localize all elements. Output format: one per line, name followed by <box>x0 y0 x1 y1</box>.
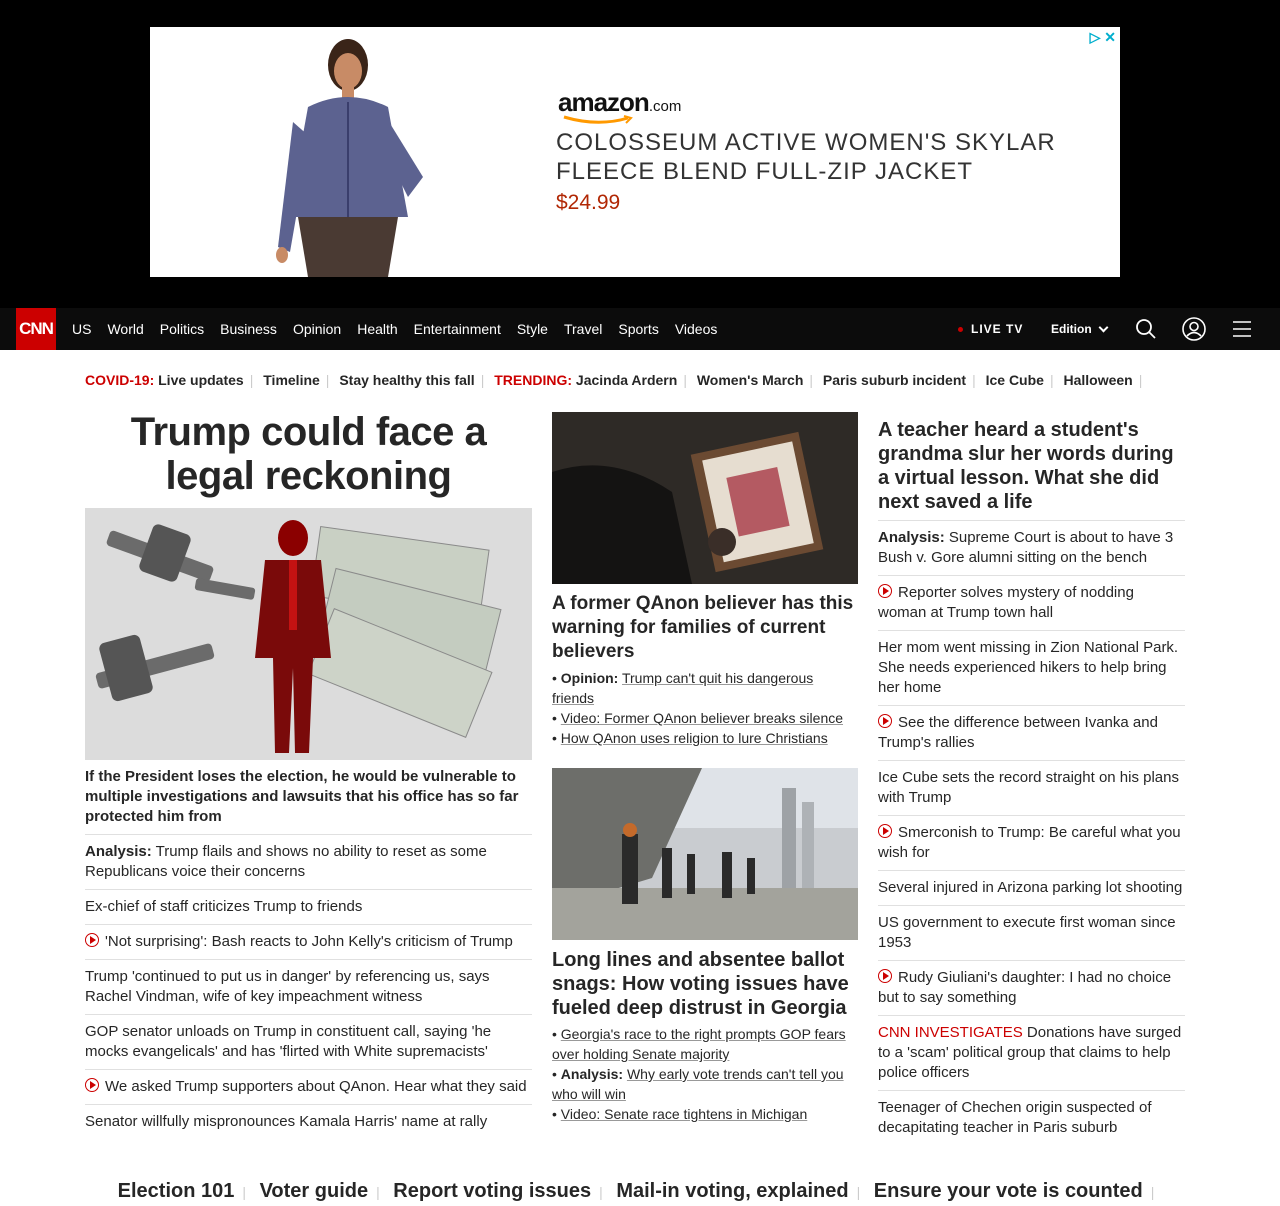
analysis-label: Analysis: <box>878 529 945 546</box>
trending-link[interactable]: Women's March <box>696 372 804 388</box>
cnn-investigates-tag: CNN INVESTIGATES <box>878 1024 1023 1041</box>
election-link[interactable]: Ensure your vote is counted <box>873 1180 1143 1202</box>
analysis-label: Analysis: <box>85 843 152 860</box>
trending-link[interactable]: Halloween <box>1063 372 1133 388</box>
list-item: • Analysis: Why early vote trends can't tell you who will win <box>552 1066 844 1102</box>
nav-items <box>72 308 733 350</box>
nav-item-health[interactable]: Health <box>357 321 398 337</box>
lead-headline[interactable]: Trump could face a legal reckoning <box>130 410 487 498</box>
georgia-photo <box>552 768 858 940</box>
trending-bar: COVID-19: Live updates | Timeline | Stay healthy this fall | TRENDING: Jacinda Ardern | Women's March | Paris suburb incident | Ice Cube | Halloween | <box>85 372 1143 388</box>
ad-product-title[interactable]: COLOSSEUM ACTIVE WOMEN'S SKYLAR FLEECE BLEND FULL-ZIP JACKET <box>556 129 1056 185</box>
edition-dropdown[interactable]: Edition <box>1051 322 1107 336</box>
trending-label: TRENDING: <box>494 372 573 388</box>
covid-link[interactable]: Live updates <box>158 372 244 388</box>
nav-item-entertainment[interactable]: Entertainment <box>413 321 501 337</box>
georgia-story-image[interactable] <box>552 768 858 940</box>
user-account-icon[interactable] <box>1182 317 1206 341</box>
live-tv-link[interactable]: LIVE TV <box>958 322 1023 336</box>
trending-link[interactable]: Jacinda Ardern <box>575 372 678 388</box>
georgia-related-links <box>552 1024 858 1124</box>
related-link[interactable]: Trump can't quit his dangerous friends <box>552 670 814 706</box>
list-item: • Opinion: Trump can't quit his dangerous friends <box>552 670 814 706</box>
list-item[interactable]: 'Not surprising': Bash reacts to John Kelly's criticism of Trump <box>85 925 532 960</box>
nav-item-videos[interactable]: Videos <box>674 321 718 337</box>
ad-banner-area <box>0 0 1280 308</box>
election-links-bar: Election 101 | Voter guide | Report voting issues | Mail-in voting, explained | Ensure your vote is counted | <box>117 1180 1155 1202</box>
election-link[interactable]: Voter guide <box>259 1180 369 1202</box>
related-link[interactable]: Georgia's race to the right prompts GOP fears over holding Senate majority <box>552 1026 846 1062</box>
covid-link[interactable]: Timeline <box>263 372 320 388</box>
list-item[interactable]: Ice Cube sets the record straight on his plans with Trump <box>878 761 1185 816</box>
play-video-icon <box>878 824 892 838</box>
nav-item-world[interactable]: World <box>107 321 144 337</box>
list-item[interactable]: CNN INVESTIGATES Donations have surged to a 'scam' political group that claims to help police officers <box>878 1016 1185 1091</box>
lead-image[interactable] <box>85 508 532 760</box>
play-video-icon <box>878 584 892 598</box>
live-dot-icon <box>958 327 963 332</box>
lead-illustration <box>85 508 532 760</box>
covid-label: COVID-19: <box>85 372 155 388</box>
qanon-story-image[interactable] <box>552 412 858 584</box>
qanon-related-links <box>552 668 858 748</box>
middle-column <box>552 412 858 1124</box>
list-item[interactable]: Trump 'continued to put us in danger' by referencing us, says Rachel Vindman, wife of key impeachment witness <box>85 960 532 1015</box>
right-column <box>878 412 1185 1145</box>
chevron-down-icon <box>1098 323 1108 333</box>
menu-icon[interactable] <box>1230 317 1254 341</box>
play-video-icon <box>878 714 892 728</box>
cnn-logo[interactable]: CNN <box>16 308 56 350</box>
lead-related-list <box>85 835 532 1139</box>
play-video-icon <box>85 1078 99 1092</box>
list-item[interactable]: GOP senator unloads on Trump in constituent call, saying 'he mocks evangelicals' and has 'flirted with White supremacists' <box>85 1015 532 1070</box>
list-item[interactable]: Her mom went missing in Zion National Park. She needs experienced hikers to help bring her home <box>878 631 1185 706</box>
election-link[interactable]: Election 101 <box>117 1180 235 1202</box>
lead-column <box>85 410 532 1139</box>
list-item[interactable]: Ex-chief of staff criticizes Trump to friends <box>85 890 532 925</box>
qanon-headline[interactable]: A former QAnon believer has this warning for families of current believers <box>552 593 854 662</box>
list-item[interactable]: Senator willfully mispronounces Kamala Harris' name at rally <box>85 1113 488 1130</box>
ad-choices-icon[interactable]: ▷ ✕ <box>1089 29 1116 45</box>
georgia-headline[interactable]: Long lines and absentee ballot snags: How voting issues have fueled deep distrust in Georgia <box>552 949 849 1019</box>
list-item[interactable]: Analysis: Trump flails and shows no ability to reset as some Republicans voice their concerns <box>85 835 532 890</box>
related-link[interactable]: Video: Former QAnon believer breaks silence <box>560 710 844 726</box>
lead-subhead[interactable]: If the President loses the election, he would be vulnerable to multiple investigations and lawsuits that his office has so far protected him from <box>85 767 532 835</box>
list-item[interactable]: Rudy Giuliani's daughter: I had no choice but to say something <box>878 961 1185 1016</box>
nav-item-business[interactable]: Business <box>220 321 277 337</box>
nav-item-style[interactable]: Style <box>516 321 548 337</box>
list-item[interactable]: Analysis: Supreme Court is about to have 3 Bush v. Gore alumni sitting on the bench <box>878 521 1185 576</box>
play-video-icon <box>85 933 99 947</box>
right-list <box>878 521 1185 1145</box>
ad-product-image[interactable] <box>258 27 438 277</box>
nav-item-opinion[interactable]: Opinion <box>292 321 342 337</box>
analysis-label: Analysis: <box>560 1066 624 1082</box>
amazon-logo: amazon.com <box>558 87 682 117</box>
list-item: • Video: Former QAnon believer breaks silence <box>552 710 844 726</box>
teacher-headline[interactable]: A teacher heard a student's grandma slur her words during a virtual lesson. What she did next saved a life <box>878 412 1185 521</box>
search-icon[interactable] <box>1134 317 1158 341</box>
list-item[interactable]: Several injured in Arizona parking lot shooting <box>878 871 1185 906</box>
nav-item-us[interactable]: US <box>72 321 92 337</box>
ad-price: $24.99 <box>556 191 621 214</box>
play-video-icon <box>878 969 892 983</box>
amazon-ad[interactable] <box>150 27 1120 277</box>
nav-item-travel[interactable]: Travel <box>563 321 603 337</box>
list-item: • Video: Senate race tightens in Michigan <box>552 1106 808 1122</box>
covid-link[interactable]: Stay healthy this fall <box>339 372 475 388</box>
nav-item-politics[interactable]: Politics <box>159 321 205 337</box>
related-link[interactable]: Video: Senate race tightens in Michigan <box>560 1106 808 1122</box>
list-item[interactable]: Teenager of Chechen origin suspected of decapitating teacher in Paris suburb <box>878 1099 1152 1136</box>
related-link[interactable]: How QAnon uses religion to lure Christians <box>560 730 828 746</box>
election-link[interactable]: Mail-in voting, explained <box>616 1180 849 1202</box>
main-nav <box>0 308 1280 350</box>
trending-link[interactable]: Paris suburb incident <box>822 372 967 388</box>
list-item[interactable]: Smerconish to Trump: Be careful what you wish for <box>878 816 1185 871</box>
related-link[interactable]: Why early vote trends can't tell you who will win <box>552 1066 844 1102</box>
trending-link[interactable]: Ice Cube <box>985 372 1044 388</box>
qanon-photo <box>552 412 858 584</box>
amazon-smile-icon <box>562 115 634 125</box>
list-item: • Georgia's race to the right prompts GOP fears over holding Senate majority <box>552 1026 846 1062</box>
list-item[interactable]: US government to execute first woman since 1953 <box>878 906 1185 961</box>
list-item[interactable]: We asked Trump supporters about QAnon. Hear what they said <box>85 1070 532 1105</box>
list-item[interactable]: Reporter solves mystery of nodding woman at Trump town hall <box>878 576 1185 631</box>
list-item[interactable]: See the difference between Ivanka and Trump's rallies <box>878 706 1185 761</box>
nav-item-sports[interactable]: Sports <box>618 321 659 337</box>
list-item: • How QAnon uses religion to lure Christians <box>552 730 828 746</box>
election-link[interactable]: Report voting issues <box>393 1180 592 1202</box>
opinion-label: Opinion: <box>560 670 619 686</box>
